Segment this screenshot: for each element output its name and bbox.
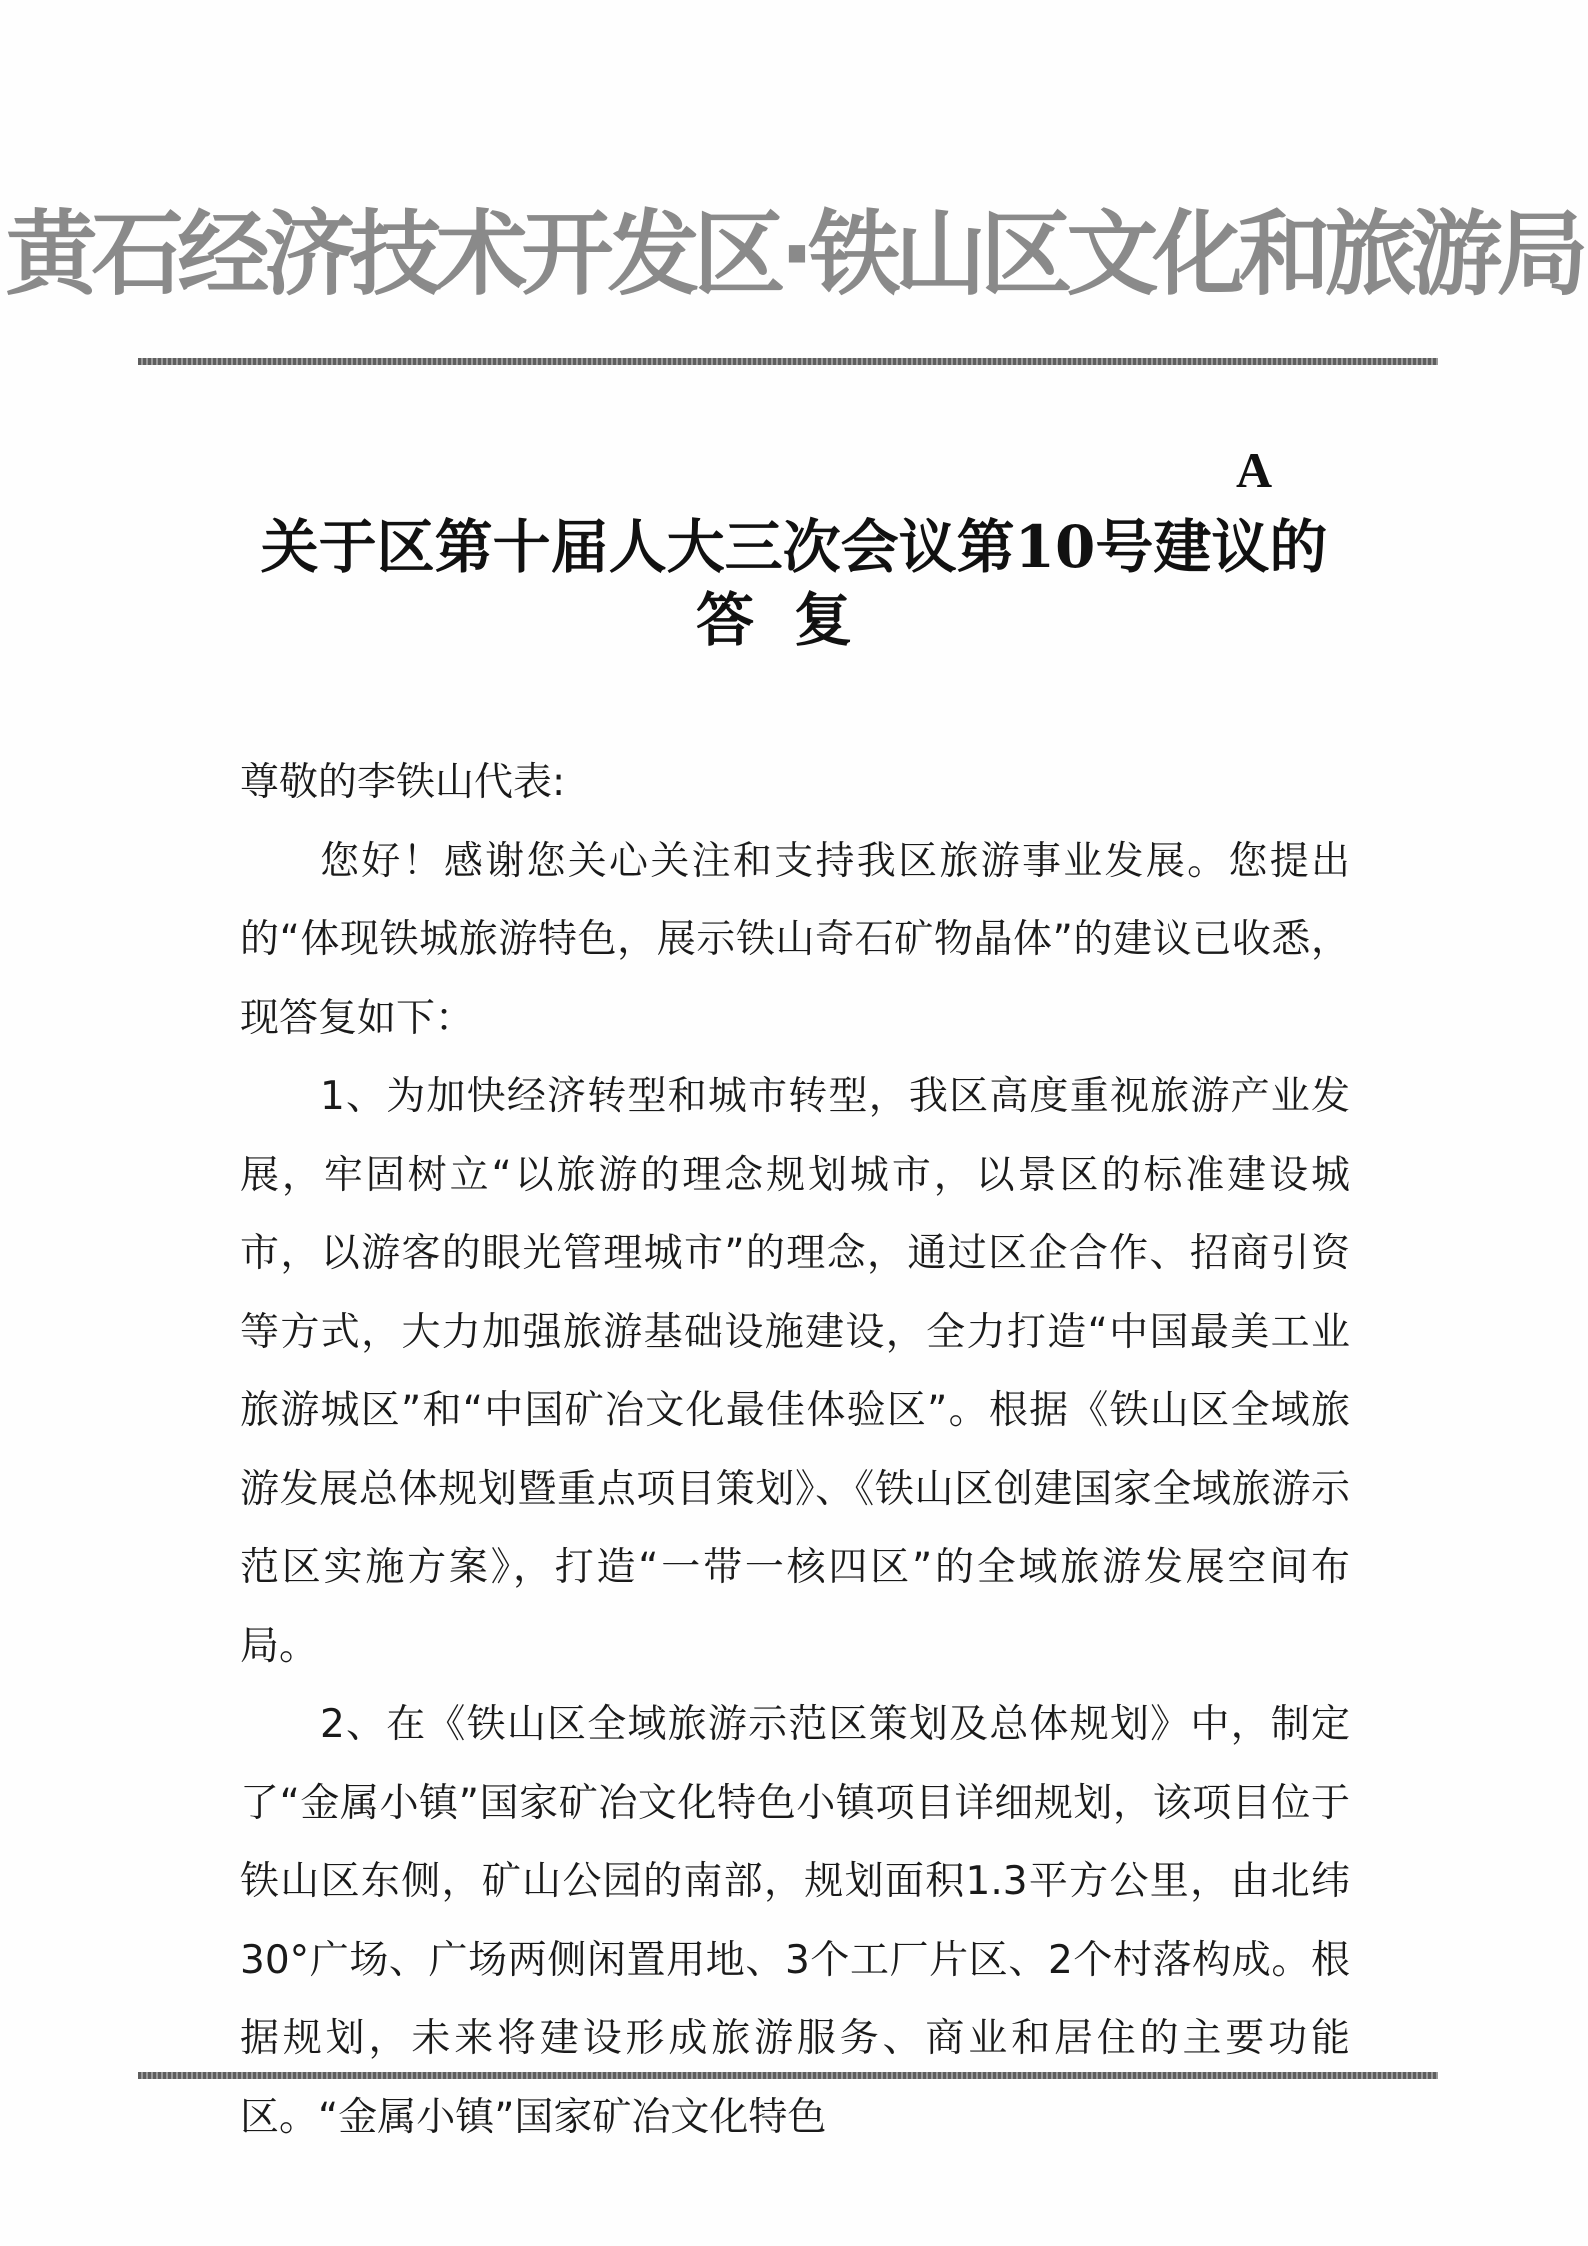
salutation: 尊敬的李铁山代表: [240,760,566,805]
letterhead-title: 黄石经济技术开发区·铁山区文化和旅游局 [5,201,1583,308]
letterhead-divider [138,358,1438,365]
document-title-line-1: 关于区第十届人大三次会议第10号建议的 [260,513,1328,581]
footer-divider [138,2072,1438,2079]
paragraph-greeting: 您好！感谢您关心关注和支持我区旅游事业发展。您提出的“体现铁城旅游特色，展示铁山奇石矿物晶体”的建议已收悉，现答复如下： [240,838,1350,1041]
letter-body [240,744,1350,2157]
document-mark: A [1236,442,1273,498]
paragraph-point-1: 1、为加快经济转型和城市转型，我区高度重视旅游产业发展，牢固树立“以旅游的理念规划城市，以景区的标准建设城市，以游客的眼光管理城市”的理念，通过区企合作、招商引资等方式，大力加强旅游基础设施建设，全力打造“中国最美工业旅游城区”和“中国矿冶文化最佳体验区”。根据《铁山区全域旅游发展总体规划暨重点项目策划》、《铁山区创建国家全域旅游示范区实施方案》，打造“一带一核四区”的全域旅游发展空间布局。 [240,1074,1350,1669]
document-title-line-2: 答复 [695,586,892,654]
paragraph-point-2: 2、在《铁山区全域旅游示范区策划及总体规划》中，制定了“金属小镇”国家矿冶文化特色小镇项目详细规划，该项目位于铁山区东侧，矿山公园的南部，规划面积1.3平方公里，由北纬30°广场、广场两侧闲置用地、3个工厂片区、2个村落构成。根据规划，未来将建设形成旅游服务、商业和居住的主要功能区。“金属小镇”国家矿冶文化特色 [240,1702,1350,2140]
